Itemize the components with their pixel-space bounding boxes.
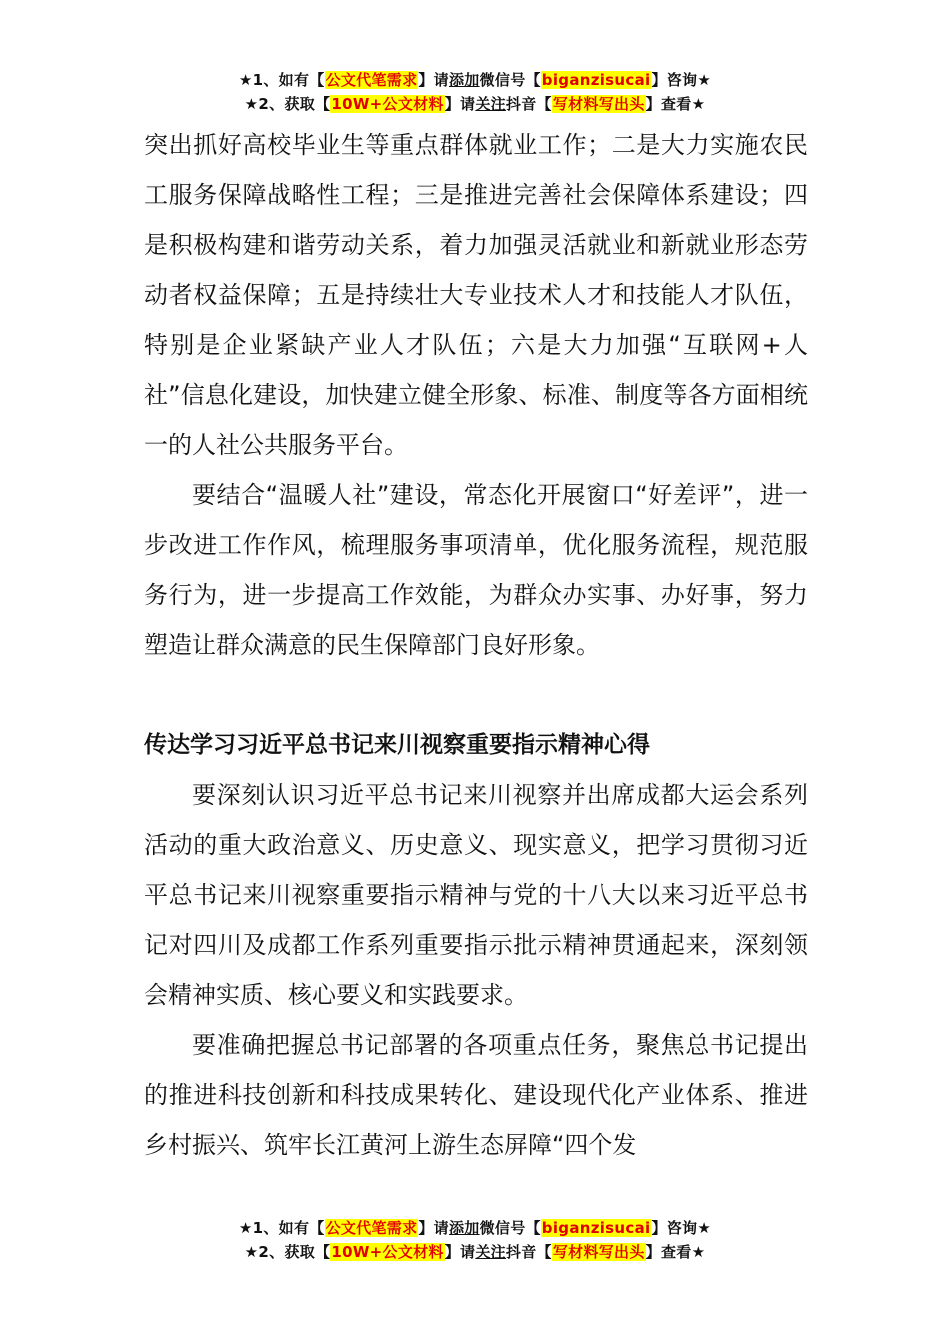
paragraph-3: 要深刻认识习近平总书记来川视察并出席成都大运会系列活动的重大政治意义、历史意义、现实意义，把学习贯彻习近平总书记来川视察重要指示精神与党的十八大以来习近平总书记对四川及成都工作系列重要指示批示精神贯通起来，深刻领会精神实质、核心要义和实践要求。 — [144, 781, 808, 1009]
banner-line-2: ★2、获取【10W+公文材料】请关注抖音【写材料写出头】查看★ — [244, 95, 706, 113]
section-heading: 传达学习习近平总书记来川视察重要指示精神心得 — [144, 732, 650, 758]
paragraph-4: 要准确把握总书记部署的各项重点任务，聚焦总书记提出的推进科技创新和科技成果转化、建设现代化产业体系、推进乡村振兴、筑牢长江黄河上游生态屏障“四个发 — [144, 1031, 808, 1159]
paragraph-2: 要结合“温暖人社”建设，常态化开展窗口“好差评”，进一步改进工作作风，梳理服务事项清单，优化服务流程，规范服务行为，进一步提高工作效能，为群众办实事、办好事，努力塑造让群众满意的民生保障部门良好形象。 — [144, 481, 808, 659]
banner-line-1: ★1、如有【公文代笔需求】请添加微信号【biganzisucai】咨询★ — [238, 71, 712, 89]
wechat-id-highlight: biganzisucai — [541, 71, 651, 89]
service-highlight: 公文代笔需求 — [325, 71, 418, 89]
wechat-id-highlight: biganzisucai — [541, 1219, 651, 1237]
footer-banner — [0, 1216, 950, 1264]
materials-highlight: 10W+公文材料 — [331, 1243, 444, 1261]
section-spacer — [144, 670, 808, 720]
banner-line-2: ★2、获取【10W+公文材料】请关注抖音【写材料写出头】查看★ — [244, 1243, 706, 1261]
document-body — [144, 120, 808, 1170]
banner-line-1: ★1、如有【公文代笔需求】请添加微信号【biganzisucai】咨询★ — [238, 1219, 712, 1237]
douyin-id-highlight: 写材料写出头 — [552, 95, 645, 113]
douyin-id-highlight: 写材料写出头 — [552, 1243, 645, 1261]
service-highlight: 公文代笔需求 — [325, 1219, 418, 1237]
materials-highlight: 10W+公文材料 — [331, 95, 444, 113]
paragraph-1: 突出抓好高校毕业生等重点群体就业工作；二是大力实施农民工服务保障战略性工程；三是推进完善社会保障体系建设；四是积极构建和谐劳动关系，着力加强灵活就业和新就业形态劳动者权益保障；五是持续壮大专业技术人才和技能人才队伍，特别是企业紧缺产业人才队伍；六是大力加强“互联网+人社”信息化建设，加快建立健全形象、标准、制度等各方面相统一的人社公共服务平台。 — [144, 131, 808, 459]
header-banner — [0, 68, 950, 116]
